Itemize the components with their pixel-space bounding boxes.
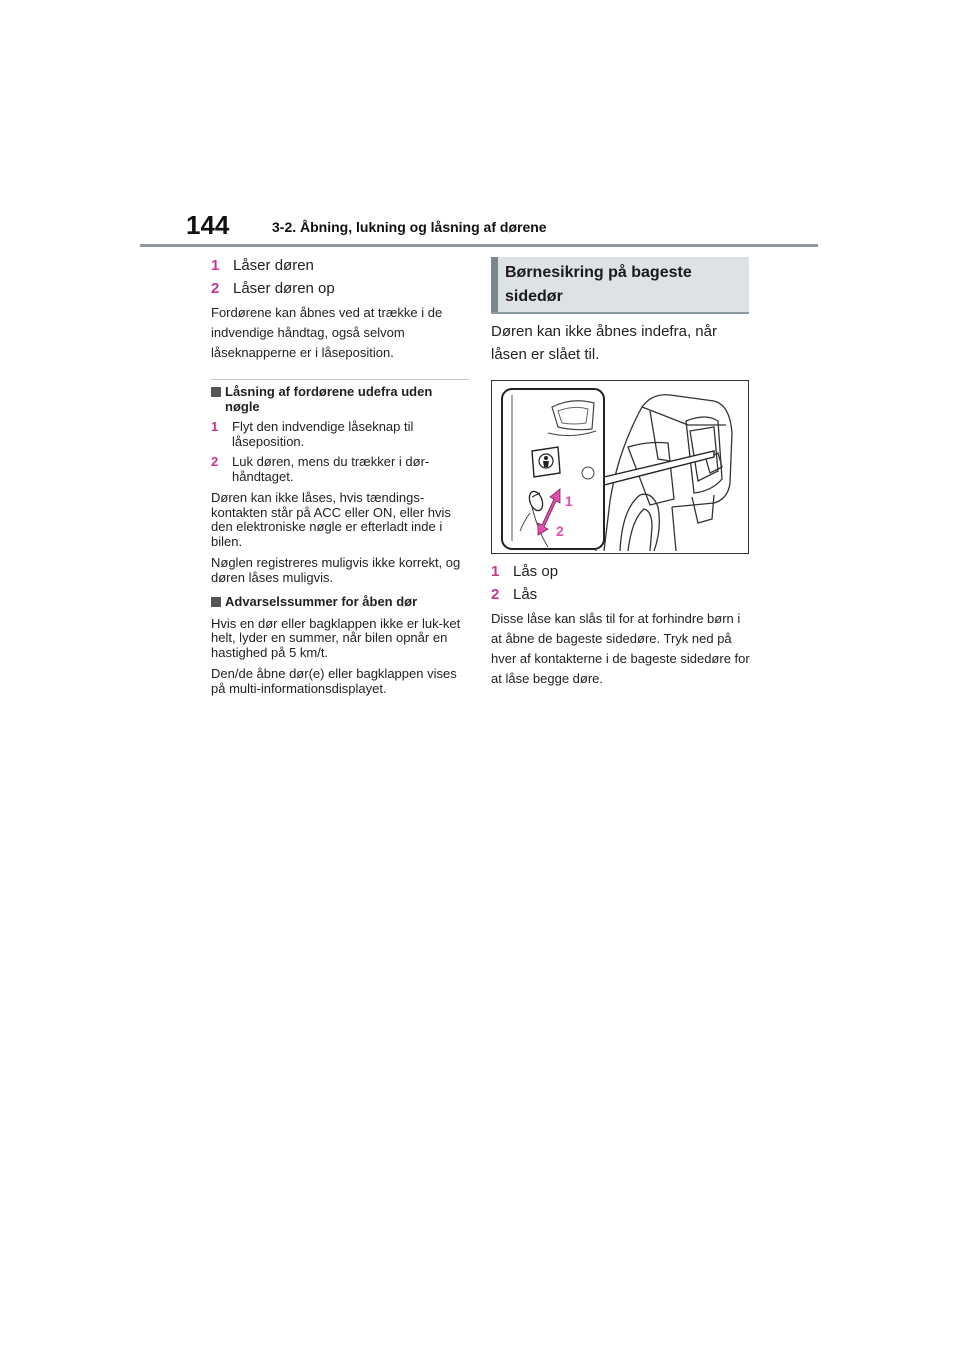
body-paragraph: Døren kan ikke låses, hvis tændings-kontakten står på ACC eller ON, eller hvis den elektroniske nøgle er efterladt inde i bilen. [211, 490, 451, 549]
subheading [211, 595, 469, 610]
lead-paragraph: Døren kan ikke åbnes indefra, når låsen er slået til. [491, 323, 717, 363]
section-heading-bar [491, 257, 498, 312]
subheading-text: Advarselssummer for åben dør [225, 594, 418, 609]
car-illustration [595, 395, 732, 551]
subheading [211, 385, 469, 414]
step-number: 1 [211, 257, 220, 274]
step-number: 1 [491, 563, 500, 580]
body-paragraph: Den/de åbne dør(e) eller bagklappen vises på multi-informationsdisplayet. [211, 666, 457, 696]
step-text: Luk døren, mens du trækker i dør-håndtaget. [232, 454, 430, 484]
step-number: 1 [211, 419, 219, 434]
step-text: Lås [513, 586, 538, 603]
callout-2: 2 [556, 523, 564, 539]
step-item [211, 277, 469, 300]
step-number: 2 [211, 454, 219, 469]
callout-1: 1 [565, 493, 573, 509]
square-bullet-icon [211, 597, 221, 607]
body-paragraph: Nøglen registreres muligvis ikke korrekt, og døren låses muligvis. [211, 555, 461, 585]
subhead-divider [211, 379, 469, 380]
step-item [491, 560, 751, 583]
body-paragraph: Hvis en dør eller bagklappen ikke er luk-ket helt, lyder en summer, når bilen opnår en hastighed på 5 km/t. [211, 615, 461, 660]
child-lock-illustration [491, 380, 749, 554]
header-rule [140, 244, 818, 247]
step-text: Flyt den indvendige låseknap til låseposition. [232, 419, 414, 449]
subheading-text: Låsning af fordørene udefra uden nøgle [225, 384, 433, 414]
step-text: Låser døren [233, 257, 314, 274]
note-paragraph: Disse låse kan slås til for at forhindre børn i at åbne de bageste sidedøre. Tryk ned på hver af kontakterne i de bageste sidedøre for at låse begge døre. [491, 611, 750, 686]
step-item [211, 254, 469, 277]
note-paragraph: Fordørene kan åbnes ved at trække i de indvendige håndtag, også selvom låseknapperne er i låseposition. [211, 305, 443, 360]
right-column [491, 257, 751, 689]
step-item [211, 455, 469, 484]
step-text: Lås op [513, 563, 559, 580]
step-item [211, 420, 469, 449]
section-heading: Børnesikring på bageste sidedør [505, 264, 692, 305]
chapter-title: 3-2. Åbning, lukning og låsning af dørene [272, 219, 547, 235]
step-number: 2 [491, 586, 500, 603]
step-number: 2 [211, 280, 220, 297]
inset-panel [502, 389, 604, 549]
page-number: 144 [186, 210, 230, 240]
step-item [491, 583, 751, 606]
left-column [211, 254, 469, 696]
step-text: Låser døren op [233, 280, 335, 297]
section-heading-box [491, 257, 749, 314]
square-bullet-icon [211, 387, 221, 397]
